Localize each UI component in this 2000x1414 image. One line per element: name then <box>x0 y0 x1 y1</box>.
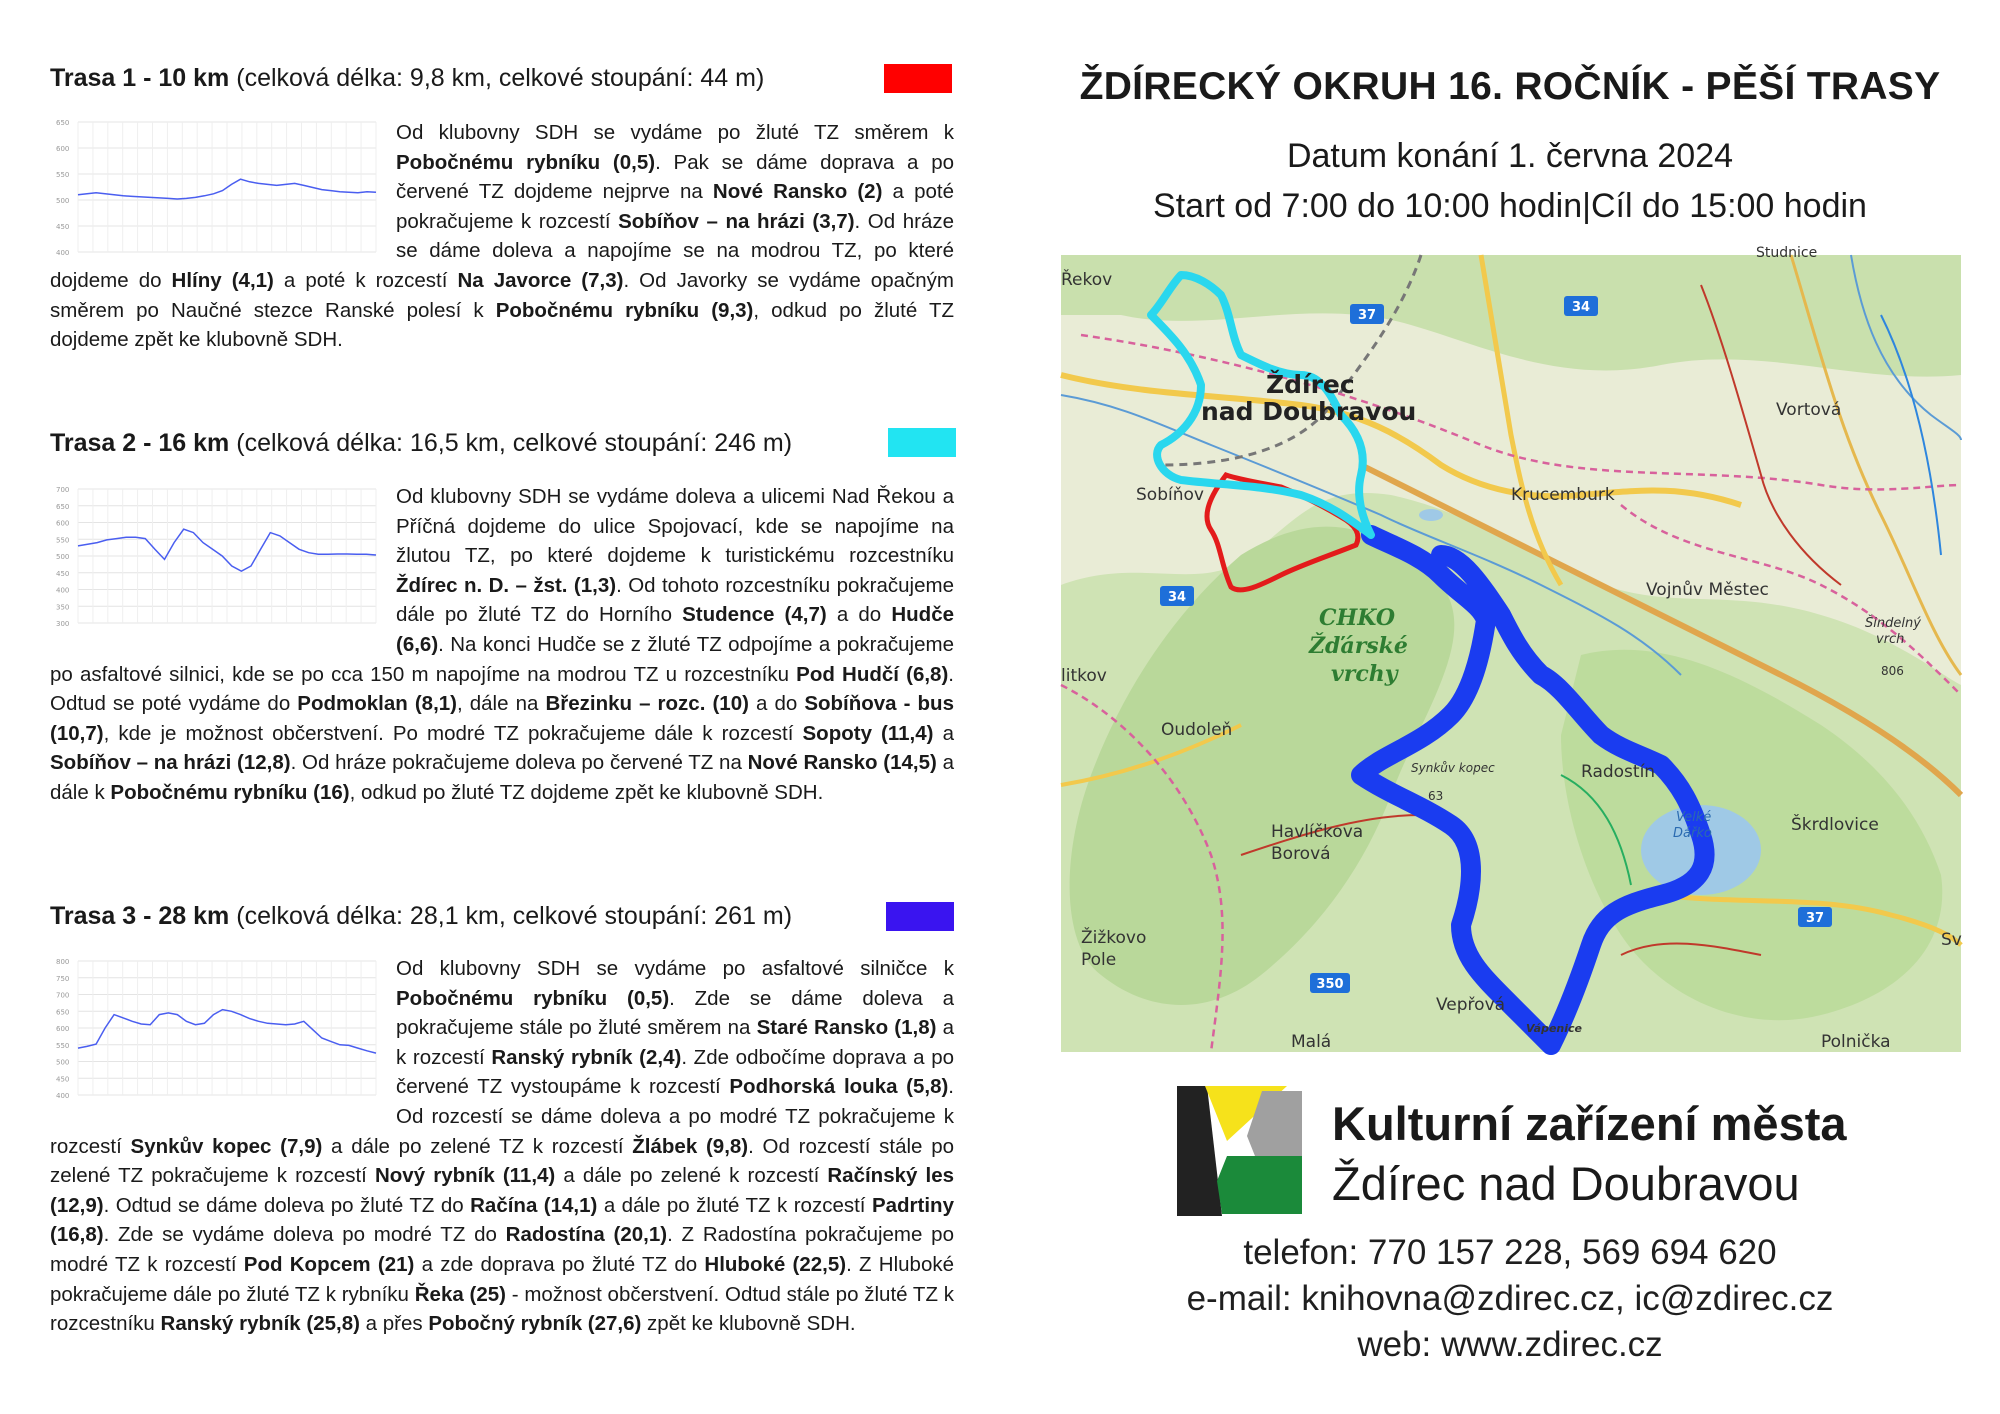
text-segment: , dále na <box>457 692 546 716</box>
map-label-zdirec: Ždírec <box>1266 370 1355 399</box>
route-3-color-swatch <box>886 902 954 931</box>
map-label-mala: Malá <box>1291 1032 1332 1052</box>
map-label-pole: Pole <box>1081 950 1117 970</box>
contact-phone: telefon: 770 157 228, 569 694 620 <box>1243 1233 1777 1272</box>
map-label-vrchy: vrchy <box>1331 661 1398 687</box>
text-segment: . Od hráze pokračujeme doleva po červené TZ na <box>290 751 748 775</box>
road-37a-label: 37 <box>1357 308 1377 323</box>
place-name: Ranský rybník (2,4) <box>491 1045 682 1069</box>
place-name: Nový rybník (11,4) <box>374 1164 556 1188</box>
route-map <box>1061 245 1962 1052</box>
map-label-studnice: Studnice <box>1756 245 1818 261</box>
logo <box>1177 1086 1307 1216</box>
map-label-chko: CHKO <box>1319 605 1395 631</box>
map-label-vrch: vrch <box>1876 632 1905 647</box>
map-label-polnicka: Polnička <box>1821 1032 1891 1052</box>
road-37b-label: 37 <box>1805 911 1825 926</box>
map-label-synkuv-altitude: 63 <box>1428 789 1444 803</box>
map-label-vapenice: Vápenice <box>1526 1022 1582 1035</box>
map-label-krucemburk: Krucemburk <box>1511 485 1615 505</box>
route-3-description <box>50 954 954 1339</box>
y-tick-label: 700 <box>56 991 70 1000</box>
y-tick-label: 450 <box>56 569 70 578</box>
text-segment: a dále po žluté TZ k rozcestí <box>597 1193 872 1217</box>
y-tick-label: 400 <box>56 586 70 595</box>
map-label-synkuv-kopec: Synkův kopec <box>1411 761 1495 775</box>
y-tick-label: 400 <box>56 1092 70 1100</box>
route-3-title <box>50 900 792 932</box>
text-segment: . Od Javorky se vydáme opačným směrem po Naučné stezce Ranské polesí k <box>50 268 954 322</box>
y-tick-label: 450 <box>56 223 70 231</box>
text-segment: a dále po zelené TZ k rozcestí <box>322 1134 633 1158</box>
route-3-title-rest: (celková délka: 28,1 km, celkové stoupání: 261 m) <box>229 902 793 930</box>
place-name: Pod Kopcem (21) <box>243 1252 415 1276</box>
text-segment: . Odtud se poté vydáme do <box>50 662 954 716</box>
map-label-veprova: Vepřová <box>1436 995 1506 1015</box>
text-segment: . Zde odbočíme doprava a po červené TZ vystoupáme k rozcestí <box>396 1045 954 1099</box>
text-segment: a dále k <box>50 751 954 804</box>
text-segment: Od klubovny SDH se vydáme po žluté TZ směrem k <box>396 121 954 144</box>
map-label-darko: Dářko <box>1673 826 1712 841</box>
text-segment: . Od rozcestí se dáme doleva a po modré TZ pokračujeme k rozcestí <box>50 1075 954 1158</box>
place-name: Radostína (20,1) <box>505 1223 668 1247</box>
place-name: Sobíňov – na hrázi (3,7) <box>618 209 855 233</box>
place-name: Hudče (6,6) <box>396 603 954 656</box>
y-tick-label: 600 <box>56 145 70 153</box>
text-segment: . Od tohoto rozcestníku pokračujeme dále po žluté TZ do Horního <box>396 573 954 627</box>
route-2-color-swatch <box>888 428 956 457</box>
map-label-oudolen: Oudoleň <box>1161 720 1233 740</box>
text-segment: . Zde se dáme doleva a pokračujeme stále po žluté směrem na <box>396 986 954 1040</box>
map-label-litkov: litkov <box>1061 666 1107 686</box>
route-2-description <box>50 482 954 808</box>
route-3-title-bold: Trasa 3 - 28 km <box>50 902 230 930</box>
place-name: Ždírec n. D. – žst. (1,3) <box>396 573 617 597</box>
map-label-rekov: Řekov <box>1061 270 1113 290</box>
map-label-sindelny: Šindelný <box>1865 616 1921 631</box>
y-tick-label: 650 <box>56 119 70 127</box>
place-name: Pod Hudčí (6,8) <box>796 662 949 686</box>
road-34b-label: 34 <box>1167 590 1187 605</box>
text-segment: . Odtud se dáme doleva po žluté TZ do <box>103 1193 471 1217</box>
map-label-vrch-altitude: 806 <box>1881 664 1904 678</box>
contact-web[interactable]: web: www.zdirec.cz <box>1357 1325 1663 1364</box>
place-name: Nové Ransko (2) <box>712 180 883 204</box>
map-label-skrdlovice: Škrdlovice <box>1791 815 1879 835</box>
y-tick-label: 650 <box>56 1008 70 1017</box>
road-350-label: 350 <box>1316 977 1344 992</box>
text-segment: . Na konci Hudče se z žluté TZ odpojíme a pokračujeme po asfaltové silnici, kde se po cca 150 m napojíme na modrou TZ u rozcestníku <box>50 632 954 686</box>
text-segment: Od klubovny SDH se vydáme po asfaltové silničce k <box>396 957 954 980</box>
place-name: Sopoty (11,4) <box>802 721 934 745</box>
route-1-title-rest: (celková délka: 9,8 km, celkové stoupání: 44 m) <box>229 64 765 92</box>
place-name: Pobočnému rybníku (0,5) <box>396 986 670 1010</box>
text-segment: . Z Hluboké pokračujeme dále po žluté TZ k rybníku <box>50 1252 954 1306</box>
place-name: Řeka (25) <box>414 1282 506 1306</box>
place-name: Podhorská louka (5,8) <box>729 1075 949 1099</box>
place-name: Synkův kopec (7,9) <box>130 1134 323 1158</box>
y-tick-label: 300 <box>56 620 70 628</box>
route-2-title-rest: (celková délka: 16,5 km, celkové stoupání: 246 m) <box>229 429 793 457</box>
route-1-color-swatch <box>884 64 952 93</box>
logo-title-line2: Ždírec nad Doubravou <box>1332 1157 1800 1210</box>
route-2-title-bold: Trasa 2 - 16 km <box>50 429 230 457</box>
text-segment: . Od hráze se dáme doleva a napojíme se na modrou TZ, po které dojdeme do <box>50 209 954 292</box>
chart-spacer <box>50 482 396 632</box>
place-name: Padrtiny (16,8) <box>50 1193 954 1247</box>
map-label-borova: Borová <box>1271 844 1331 864</box>
text-segment: a poté k rozcestí <box>273 268 458 292</box>
place-name: Sobíňova - bus (10,7) <box>50 692 954 745</box>
place-name: Staré Ransko (1,8) <box>756 1016 937 1040</box>
y-tick-label: 500 <box>56 553 70 561</box>
text-segment: a dále po zelené k rozcestí <box>555 1164 828 1188</box>
logo-mark-icon <box>1177 1086 1307 1216</box>
y-tick-label: 400 <box>56 249 70 257</box>
text-segment: a do <box>748 692 805 716</box>
text-segment: . Zde se vydáme doleva po modré TZ do <box>103 1223 506 1247</box>
text-segment: a zde doprava po žluté TZ do <box>414 1252 705 1276</box>
map-label-zizkovo: Žižkovo <box>1081 928 1147 948</box>
text-segment: , kde je možnost občerstvení. Po modré TZ pokračujeme dále k rozcestí <box>103 721 803 745</box>
text-segment: a do <box>826 603 892 627</box>
y-tick-label: 800 <box>56 958 70 966</box>
text-segment: . Pak se dáme doprava a po červené TZ dojdeme nejprve na <box>396 150 954 204</box>
event-date: Datum konání 1. června 2024 <box>1286 137 1734 175</box>
chart-spacer <box>50 954 396 1104</box>
text-segment: a k rozcestí <box>396 1016 955 1069</box>
map-label-vojnuv-mestec: Vojnův Městec <box>1646 580 1769 600</box>
map-label-havlickova: Havlíčkova <box>1271 822 1364 842</box>
place-name: Nové Ransko (14,5) <box>747 751 937 775</box>
y-tick-label: 350 <box>56 603 70 612</box>
route-1-title <box>50 62 764 94</box>
route-map-svg <box>1061 245 1962 1052</box>
road-34a-label: 34 <box>1571 300 1591 315</box>
y-tick-label: 700 <box>56 486 70 494</box>
text-segment: a poté pokračujeme k rozcestí <box>396 180 954 233</box>
place-name: Studence (4,7) <box>682 603 827 627</box>
y-tick-label: 650 <box>56 502 70 511</box>
text-segment: a přes <box>359 1312 429 1336</box>
map-label-sv: Sv <box>1941 930 1962 950</box>
page-title: ŽDÍRECKÝ OKRUH 16. ROČNÍK - PĚŠÍ TRASY <box>1079 65 1941 108</box>
map-label-nad-doubravou: nad Doubravou <box>1201 397 1417 426</box>
y-tick-label: 500 <box>56 197 70 205</box>
text-segment: . Z Radostína pokračujeme po modré TZ k rozcestí <box>50 1223 954 1276</box>
event-times: Start od 7:00 do 10:00 hodin|Cíl do 15:00 hodin <box>1153 187 1867 225</box>
text-segment: zpět ke klubovně SDH. <box>641 1312 856 1336</box>
place-name: Žlábek (9,8) <box>632 1134 749 1158</box>
place-name: Sobíňov – na hrázi (12,8) <box>50 751 291 775</box>
map-label-sobinov: Sobíňov <box>1136 485 1204 505</box>
text-segment: - možnost občerstvení. Odtud stále po žluté TZ k rozcestníku <box>50 1282 954 1336</box>
map-label-velke: Velké <box>1676 810 1712 825</box>
logo-title-line1: Kulturní zařízení města <box>1332 1097 1847 1150</box>
place-name: Březinku – rozc. (10) <box>545 692 749 716</box>
place-name: Podmoklan (8,1) <box>297 692 457 716</box>
y-tick-label: 450 <box>56 1075 70 1084</box>
map-label-zdarske: Žďárské <box>1309 633 1408 659</box>
text-segment: Od klubovny SDH se vydáme doleva a ulicemi Nad Řekou a Příčná dojdeme do ulice Spojovací, kde se napojíme na žlutou TZ, po které dojdeme k turistickému rozcestníku <box>396 485 954 568</box>
place-name: Ranský rybník (25,8) <box>160 1312 360 1336</box>
place-name: Na Javorce (7,3) <box>457 268 624 292</box>
route-2-title <box>50 427 792 459</box>
place-name: Pobočnému rybníku (0,5) <box>396 150 656 174</box>
map-label-radostin: Radostín <box>1581 762 1656 782</box>
y-tick-label: 600 <box>56 1025 70 1033</box>
chart-spacer <box>50 118 396 264</box>
contact-email[interactable]: e-mail: knihovna@zdirec.cz, ic@zdirec.cz <box>1186 1279 1834 1318</box>
place-name: Hlíny (4,1) <box>171 268 274 292</box>
text-segment: a <box>933 721 954 745</box>
text-segment: , odkud po žluté TZ dojdeme zpět ke klubovně SDH. <box>50 298 954 352</box>
place-name: Račínský les (12,9) <box>50 1164 955 1217</box>
text-segment: . Od rozcestí stále po zelené TZ pokračujeme k rozcestí <box>50 1134 954 1188</box>
text-segment: , odkud po žluté TZ dojdeme zpět ke klubovně SDH. <box>349 780 824 804</box>
route-1-title-bold: Trasa 1 - 10 km <box>50 64 230 92</box>
route-1-description <box>50 118 954 355</box>
y-tick-label: 550 <box>56 1041 70 1050</box>
y-tick-label: 500 <box>56 1058 70 1067</box>
place-name: Pobočnému rybníku (9,3) <box>495 298 754 322</box>
map-label-vortova: Vortová <box>1776 400 1842 420</box>
y-tick-label: 750 <box>56 974 70 983</box>
place-name: Račína (14,1) <box>470 1193 598 1217</box>
place-name: Pobočnému rybníku (16) <box>110 780 350 804</box>
y-tick-label: 600 <box>56 519 70 528</box>
y-tick-label: 550 <box>56 536 70 545</box>
y-tick-label: 550 <box>56 171 70 179</box>
place-name: Pobočný rybník (27,6) <box>428 1312 642 1336</box>
place-name: Hluboké (22,5) <box>704 1252 847 1276</box>
